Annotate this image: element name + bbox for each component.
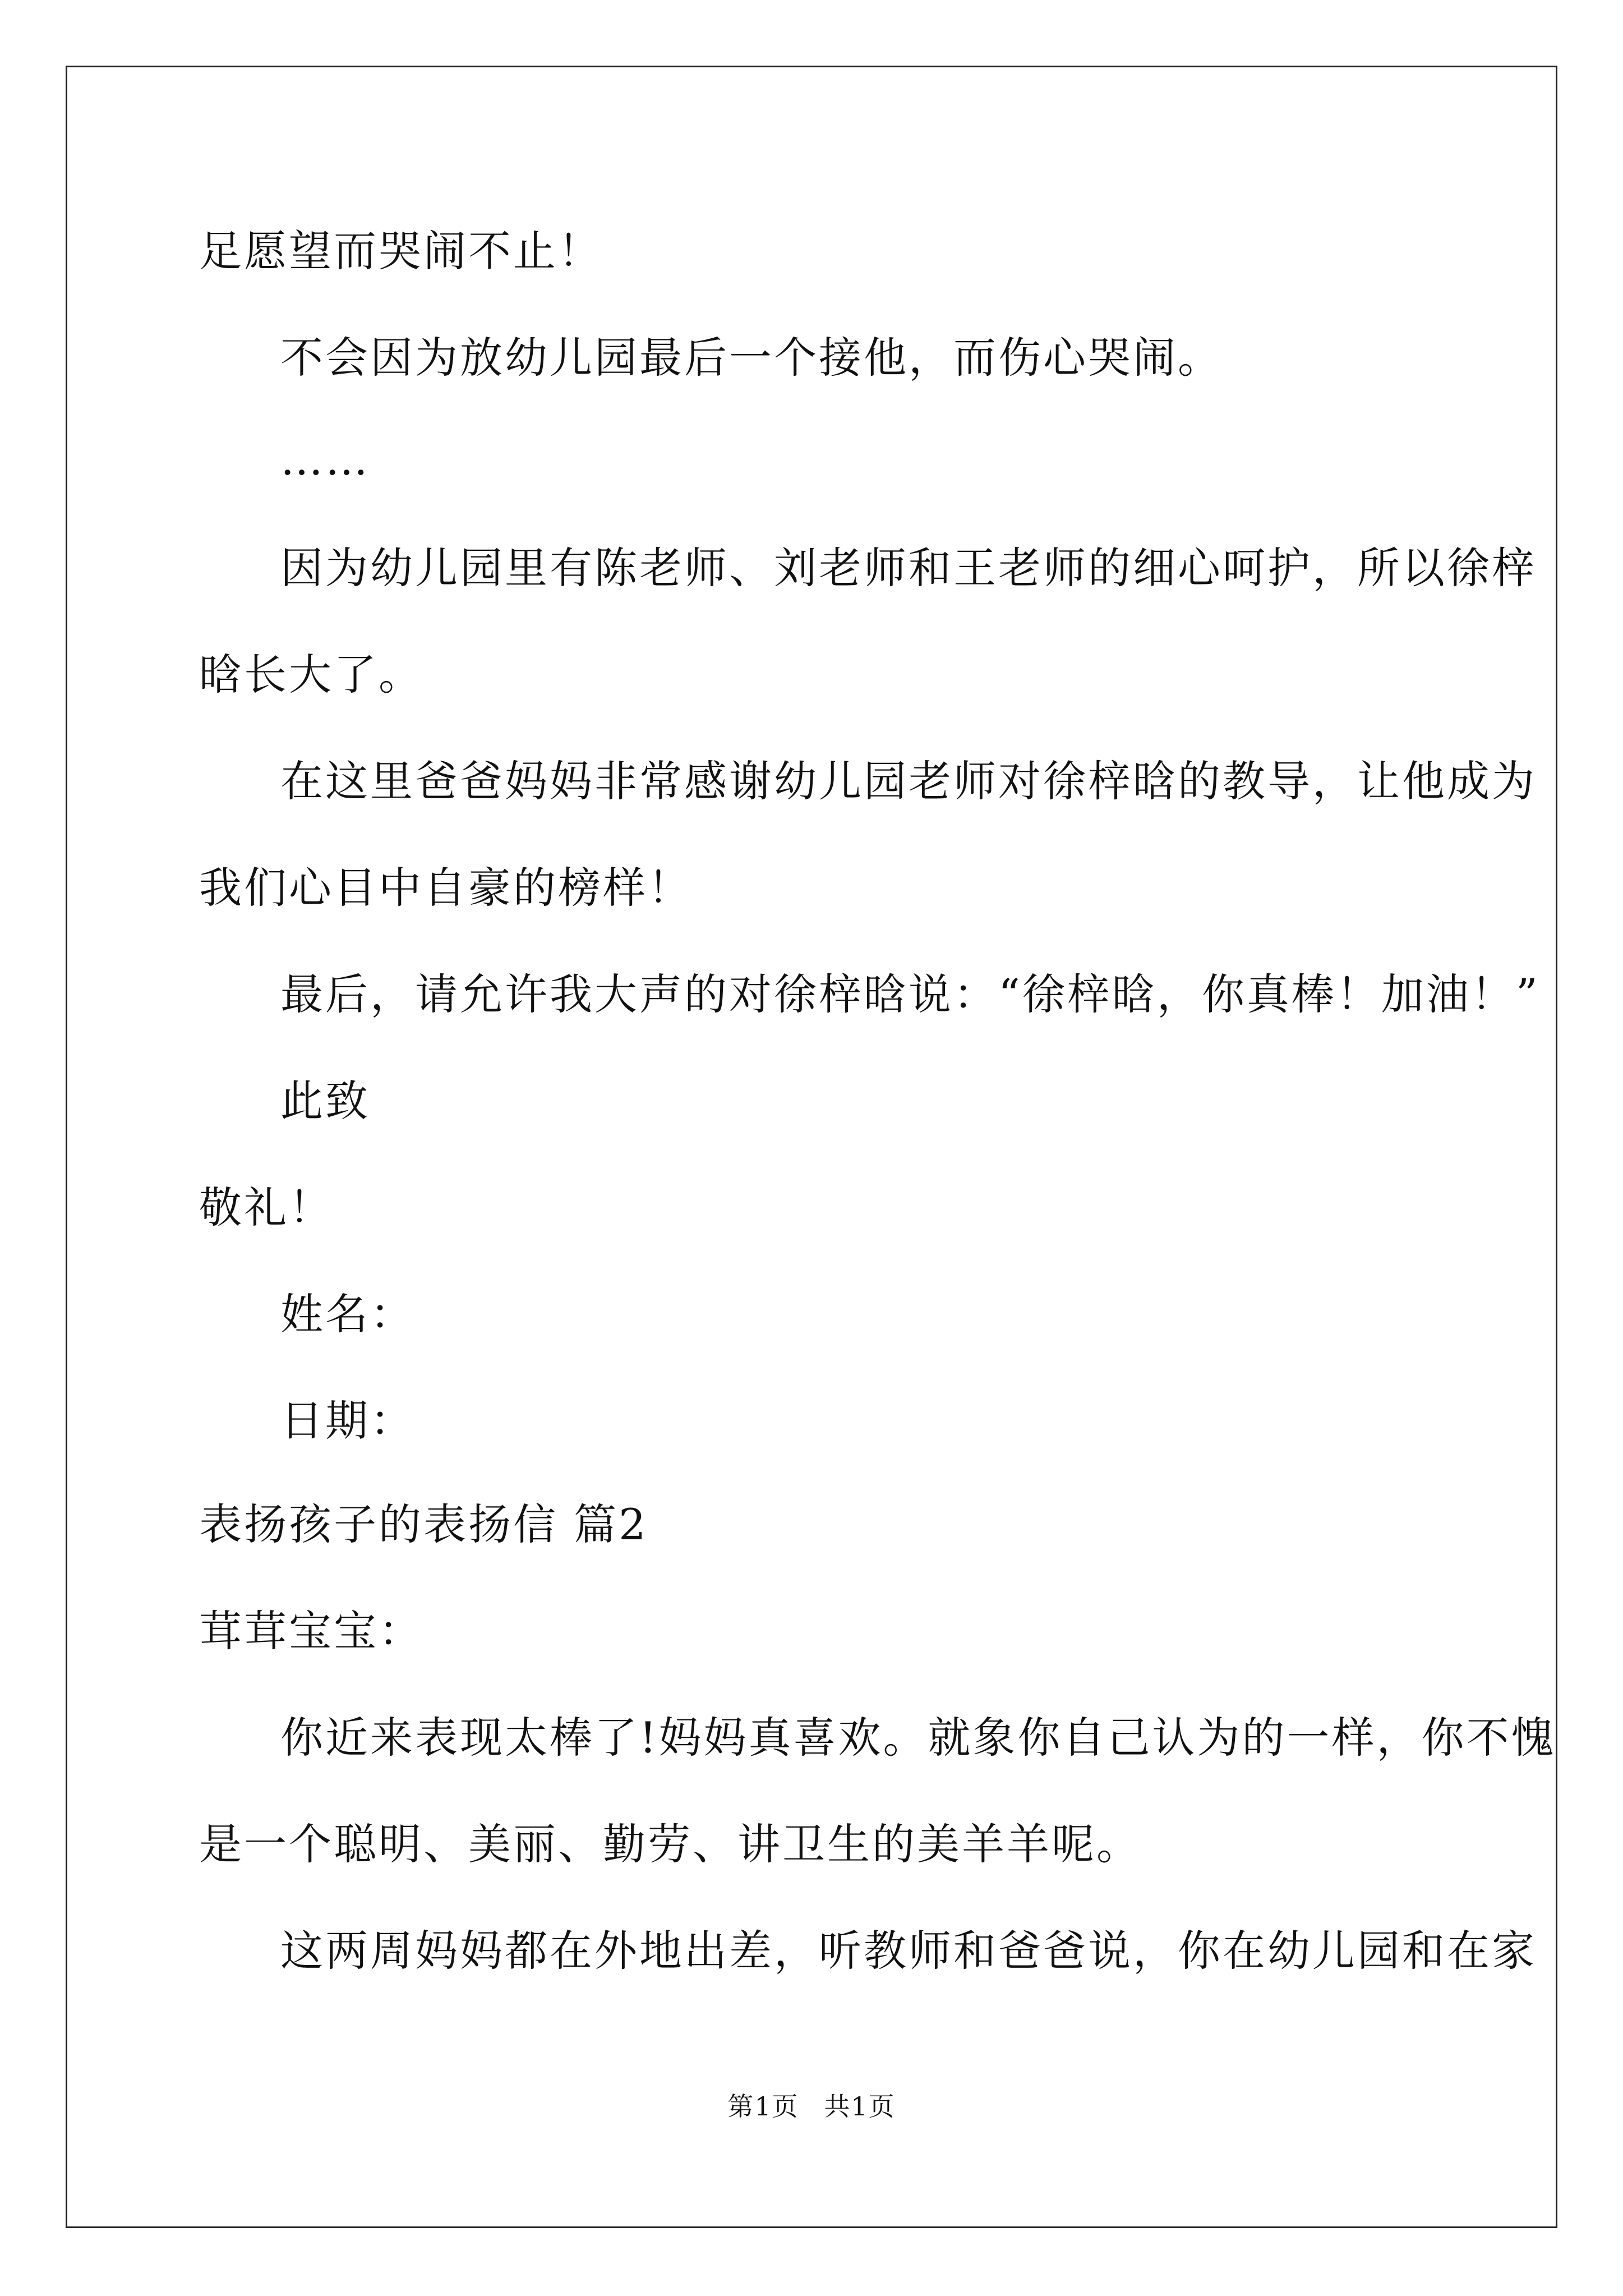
text-line: 我们心目中自豪的榜样！ — [199, 863, 693, 913]
text-line: 是一个聪明、美丽、勤劳、讲卫生的美羊羊呢。 — [199, 1819, 1141, 1869]
text-line: 最后，请允许我大声的对徐梓晗说：“徐梓晗，你真棒！加油！” — [280, 969, 1540, 1019]
text-line: 因为幼儿园里有陈老师、刘老师和王老师的细心呵护，所以徐梓 — [280, 543, 1537, 593]
text-line: 这两周妈妈都在外地出差，听教师和爸爸说，你在幼儿园和在家 — [280, 1926, 1537, 1976]
closing-line: 此致 — [280, 1076, 370, 1126]
ellipsis-line: …… — [280, 435, 370, 485]
name-field-label: 姓名： — [280, 1289, 415, 1339]
page-number: 第1页 — [727, 2091, 799, 2122]
text-line: 晗长大了。 — [199, 650, 423, 700]
text-line: 在这里爸爸妈妈非常感谢幼儿园老师对徐梓晗的教导，让他成为 — [280, 756, 1537, 806]
text-line: 不会因为放幼儿园最后一个接他，而伤心哭闹。 — [280, 333, 1223, 383]
section-heading: 表扬孩子的表扬信 篇2 — [199, 1499, 648, 1549]
greeting-line: 茸茸宝宝： — [199, 1606, 423, 1656]
text-line: 足愿望而哭闹不止！ — [199, 226, 603, 276]
page-frame — [66, 66, 1557, 2228]
page-footer — [0, 2090, 1623, 2123]
text-line: 你近来表现太棒了!妈妈真喜欢。就象你自己认为的一样，你不愧 — [280, 1713, 1556, 1763]
salutation-line: 敬礼！ — [199, 1182, 334, 1232]
date-field-label: 日期： — [280, 1396, 415, 1446]
page-total: 共1页 — [824, 2091, 896, 2122]
